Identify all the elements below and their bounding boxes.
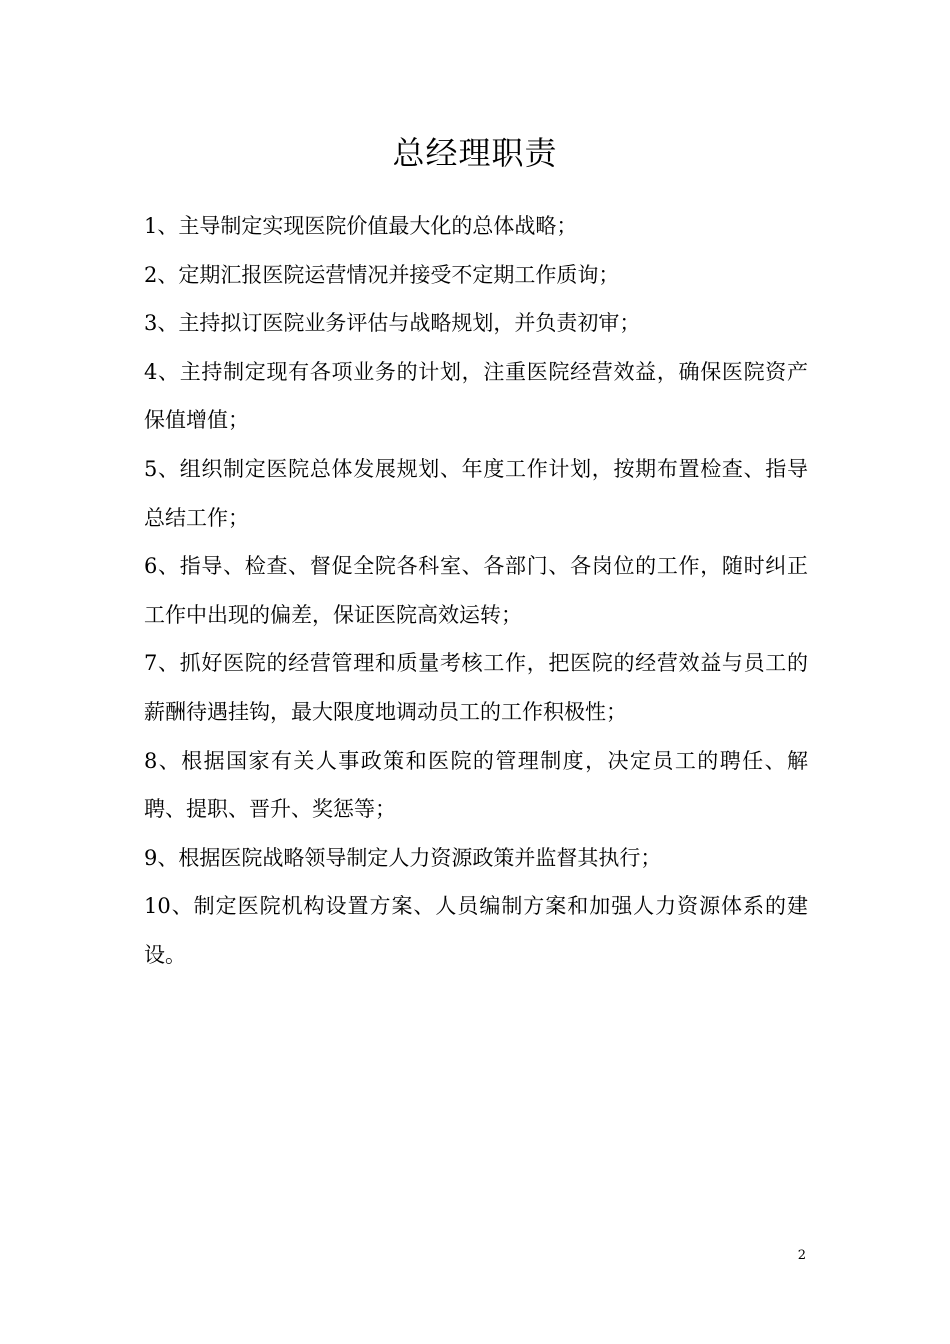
responsibility-item-3: 3、主持拟订医院业务评估与战略规划，并负责初审； xyxy=(144,311,641,336)
responsibility-item-9: 9、根据医院战略领导制定人力资源政策并监督其执行； xyxy=(144,845,662,870)
responsibility-item-4: 4、主持制定现有各项业务的计划，注重医院经营效益，确保医院资产保值增值； xyxy=(144,359,808,433)
responsibility-item-8: 8、根据国家有关人事政策和医院的管理制度，决定员工的聘任、解聘、提职、晋升、奖惩等； xyxy=(144,748,808,822)
responsibility-item-2: 2、定期汇报医院运营情况并接受不定期工作质询； xyxy=(144,262,620,287)
responsibility-item-10: 10、制定医院机构设置方案、人员编制方案和加强人力资源体系的建设。 xyxy=(144,894,808,967)
responsibility-list xyxy=(144,202,808,980)
responsibility-item-7: 7、抓好医院的经营管理和质量考核工作，把医院的经营效益与员工的薪酬待遇挂钩，最大限度地调动员工的工作积极性； xyxy=(144,651,808,724)
responsibility-item-5: 5、组织制定医院总体发展规划、年度工作计划，按期布置检查、指导总结工作； xyxy=(144,456,808,530)
responsibility-item-1: 1、主导制定实现医院价值最大化的总体战略； xyxy=(144,214,578,238)
responsibility-item-6: 6、指导、检查、督促全院各科室、各部门、各岗位的工作，随时纠正工作中出现的偏差，保证医院高效运转； xyxy=(144,554,808,627)
document-title: 总经理职责 xyxy=(392,134,558,173)
page-number: 2 xyxy=(797,1248,806,1263)
